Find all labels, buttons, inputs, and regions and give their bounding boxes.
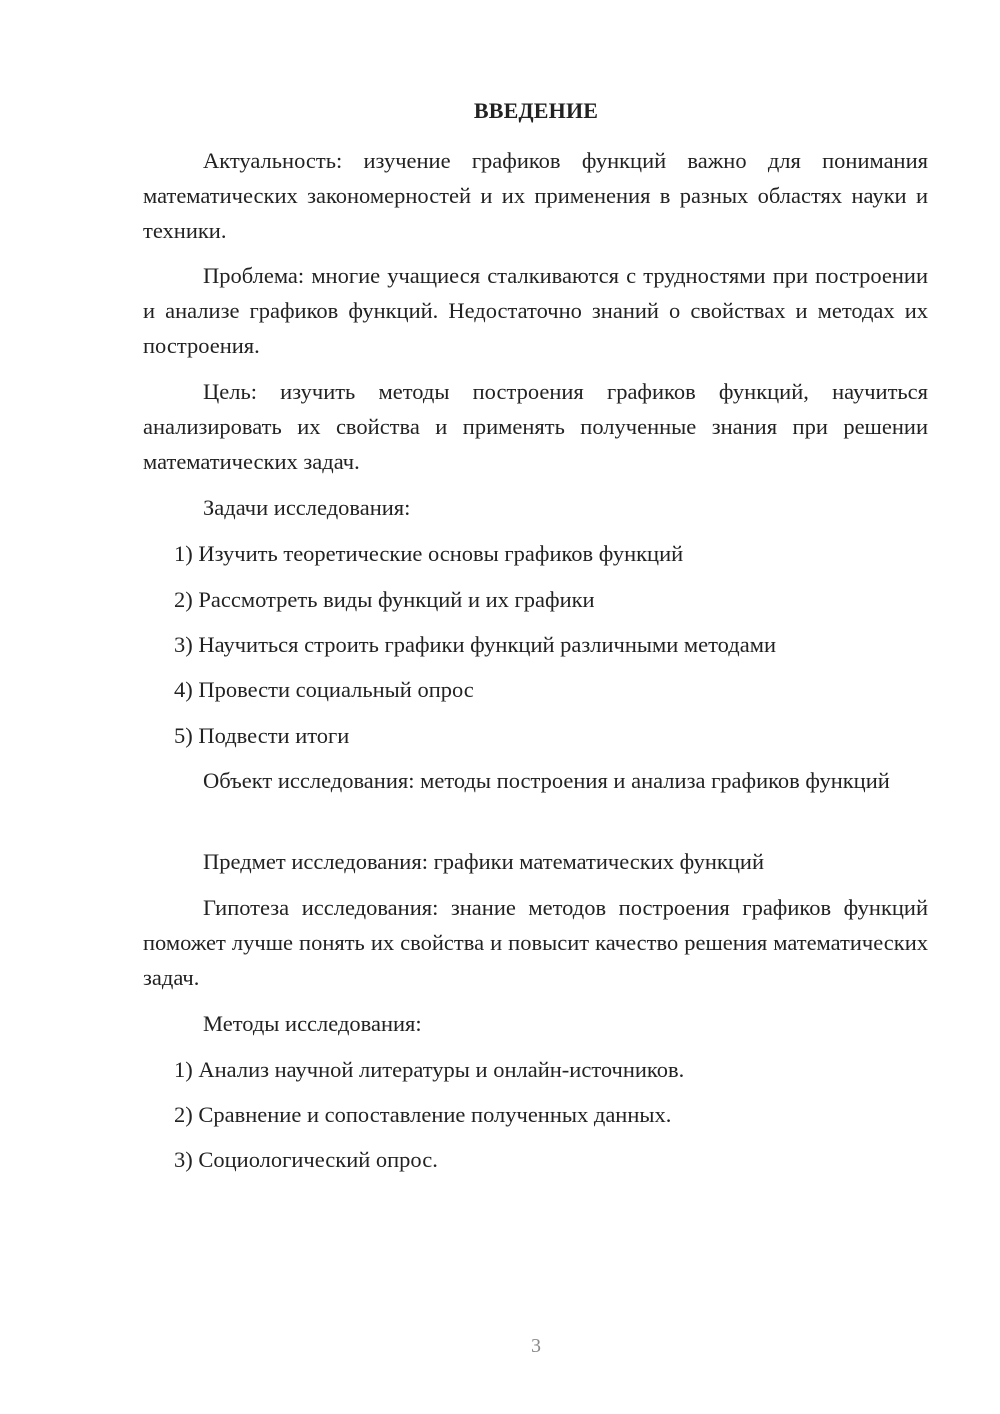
paragraph-problem: Проблема: многие учащиеся сталкиваются с трудностями при построении и анализе графиков функций. Недостаточно знаний о свойствах и методах их построения.: [143, 263, 928, 358]
page-number: 3: [531, 1335, 541, 1357]
methods-heading: Методы исследования:: [203, 1011, 422, 1036]
task-item-4: 4) Провести социальный опрос: [174, 677, 474, 702]
method-item-3: 3) Социологический опрос.: [174, 1147, 438, 1172]
method-item-1: 1) Анализ научной литературы и онлайн-источников.: [174, 1057, 685, 1082]
task-item-5: 5) Подвести итоги: [174, 723, 350, 748]
method-item-2: 2) Сравнение и сопоставление полученных данных.: [174, 1102, 672, 1127]
tasks-heading: Задачи исследования:: [203, 495, 411, 520]
paragraph-object: Объект исследования: методы построения и анализа графиков функций: [203, 768, 890, 793]
paragraph-subject: Предмет исследования: графики математических функций: [203, 849, 764, 874]
paragraph-hypothesis: Гипотеза исследования: знание методов построения графиков функций поможет лучше понять их свойства и повысит качество решения математических задач.: [143, 895, 928, 990]
page-title: ВВЕДЕНИЕ: [473, 98, 599, 123]
paragraph-relevance: Актуальность: изучение графиков функций важно для понимания математических закономерностей и их применения в разных областях науки и техники.: [143, 148, 928, 243]
task-item-3: 3) Научиться строить графики функций различными методами: [174, 632, 776, 657]
task-item-1: 1) Изучить теоретические основы графиков функций: [174, 541, 684, 566]
paragraph-goal: Цель: изучить методы построения графиков функций, научиться анализировать их свойства и применять полученные знания при решении математических задач.: [143, 379, 928, 474]
task-item-2: 2) Рассмотреть виды функций и их графики: [174, 587, 595, 612]
